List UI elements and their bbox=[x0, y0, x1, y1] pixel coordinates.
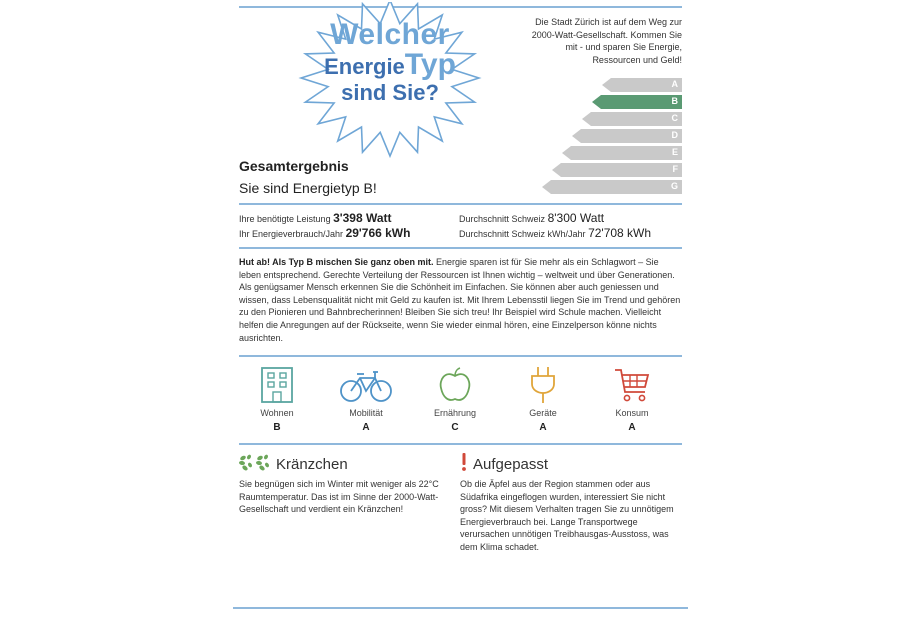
title-line-2b: Typ bbox=[404, 48, 456, 81]
result-subtitle: Sie sind Energietyp B! bbox=[239, 180, 377, 196]
grade-label: G bbox=[670, 181, 678, 191]
laurel-icon bbox=[239, 453, 271, 471]
avg-power-label: Durchschnitt Schweiz bbox=[459, 214, 546, 224]
category-name: Wohnen bbox=[260, 408, 294, 418]
divider bbox=[239, 443, 682, 445]
grade-label: A bbox=[671, 79, 678, 89]
consumption-value: 29'766 kWh bbox=[345, 226, 411, 240]
category-mobilitaet bbox=[336, 366, 396, 433]
aufgepasst-text: Ob die Äpfel aus der Region stammen oder aus Südafrika eingeflogen wurden, interessiert Sie nicht gross? Mit diesem Verhalten tragen Sie zu unnötigem Energieverbrauch bei. Lange Transportwege verursachen unnötigen Treibhausgas-Ausstoss, was dem Klima schadet. bbox=[460, 479, 674, 552]
type-description bbox=[239, 256, 682, 344]
grade-arrow-g bbox=[542, 180, 682, 194]
grade-label: E bbox=[671, 147, 678, 157]
building-icon bbox=[259, 366, 295, 404]
category-geraete bbox=[513, 366, 573, 433]
grade-arrow-e bbox=[562, 146, 682, 160]
intro-text: Die Stadt Zürich ist auf dem Weg zur 2000-Watt-Gesellschaft. Kommen Sie mit - und sparen Sie Energie, Ressourcen und Geld! bbox=[531, 17, 682, 65]
title-badge bbox=[271, 20, 509, 104]
plug-icon bbox=[528, 366, 558, 404]
category-konsum bbox=[602, 366, 662, 433]
category-grade: B bbox=[273, 422, 281, 433]
grade-arrow-b bbox=[592, 95, 682, 109]
avg-consumption-label: Durchschnitt Schweiz kWh/Jahr bbox=[459, 229, 586, 239]
avg-consumption-stat bbox=[459, 226, 651, 240]
grade-label: C bbox=[671, 113, 678, 123]
bicycle-icon bbox=[339, 366, 393, 404]
power-value: 3'398 Watt bbox=[333, 211, 392, 225]
category-grade: A bbox=[539, 422, 547, 433]
grade-arrow-a bbox=[602, 78, 682, 92]
title-line-2a: Energie bbox=[324, 54, 405, 79]
kraenzchen-title: Kränzchen bbox=[276, 456, 348, 473]
grade-label: D bbox=[671, 130, 678, 140]
consumption-stat bbox=[239, 226, 410, 240]
kraenzchen-text: Sie begnügen sich im Winter mit weniger als 22°C Raumtemperatur. Das ist im Sinne der 2000-Watt-Gesellschaft und verdient ein Kränzchen! bbox=[239, 479, 439, 515]
divider bbox=[239, 203, 682, 205]
result-sheet bbox=[239, 0, 682, 618]
grade-arrow-d bbox=[572, 129, 682, 143]
exclamation-icon bbox=[460, 452, 468, 472]
aufgepasst-title: Aufgepasst bbox=[473, 456, 549, 473]
energy-scale bbox=[501, 78, 682, 196]
grade-label: F bbox=[672, 164, 678, 174]
title-line-3: sind Sie? bbox=[341, 80, 439, 105]
category-wohnen bbox=[247, 366, 307, 433]
category-ernaehrung bbox=[425, 366, 485, 433]
grade-arrow-c bbox=[582, 112, 682, 126]
category-grade: C bbox=[451, 422, 459, 433]
grade-label: B bbox=[671, 96, 678, 106]
category-name: Konsum bbox=[615, 408, 649, 418]
category-results bbox=[239, 366, 682, 436]
avg-power-value: 8'300 Watt bbox=[547, 211, 605, 225]
power-label: Ihre benötigte Leistung bbox=[239, 214, 331, 224]
shopping-cart-icon bbox=[613, 366, 651, 404]
description-text: Energie sparen ist für Sie mehr als ein Schlagwort – Sie leben entsprechend. Gerechte Verteilung der Ressourcen ist Ihnen wichtig – weltweit und über Generationen. Als genügsamer Mensch erkennen Sie die Schönheit im Einfachen. Sie können aber auch geniessen und wissen, dass Lebensqualität nicht mit Geld zu kaufen ist. Mit Ihrem Lebensstil liegen Sie im Trend und gehören zu den Pionieren und Bahnbrecherinnen! Bleiben Sie sich treu! Ihr Beispiel wird Schule machen. Vielleicht helfen die Anregungen auf der Rückseite, wenn Sie wieder einmal hören, eine Einzelperson könne nichts ausrichten. bbox=[239, 257, 681, 343]
bottom-divider bbox=[233, 607, 688, 609]
divider bbox=[239, 247, 682, 249]
category-grade: A bbox=[362, 422, 370, 433]
power-stat bbox=[239, 211, 392, 225]
description-lead: Hut ab! Als Typ B mischen Sie ganz oben mit. bbox=[239, 257, 434, 267]
category-name: Ernährung bbox=[433, 408, 477, 418]
grade-arrow-f bbox=[552, 163, 682, 177]
category-name: Mobilität bbox=[349, 408, 383, 418]
result-title: Gesamtergebnis bbox=[239, 158, 349, 174]
category-grade: A bbox=[628, 422, 636, 433]
avg-consumption-value: 72'708 kWh bbox=[588, 226, 652, 240]
divider bbox=[239, 355, 682, 357]
title-line-1: Welcher bbox=[330, 18, 450, 51]
avg-power-stat bbox=[459, 211, 604, 225]
apple-icon bbox=[437, 366, 473, 404]
consumption-label: Ihr Energieverbrauch/Jahr bbox=[239, 229, 344, 239]
category-name: Geräte bbox=[529, 408, 557, 418]
